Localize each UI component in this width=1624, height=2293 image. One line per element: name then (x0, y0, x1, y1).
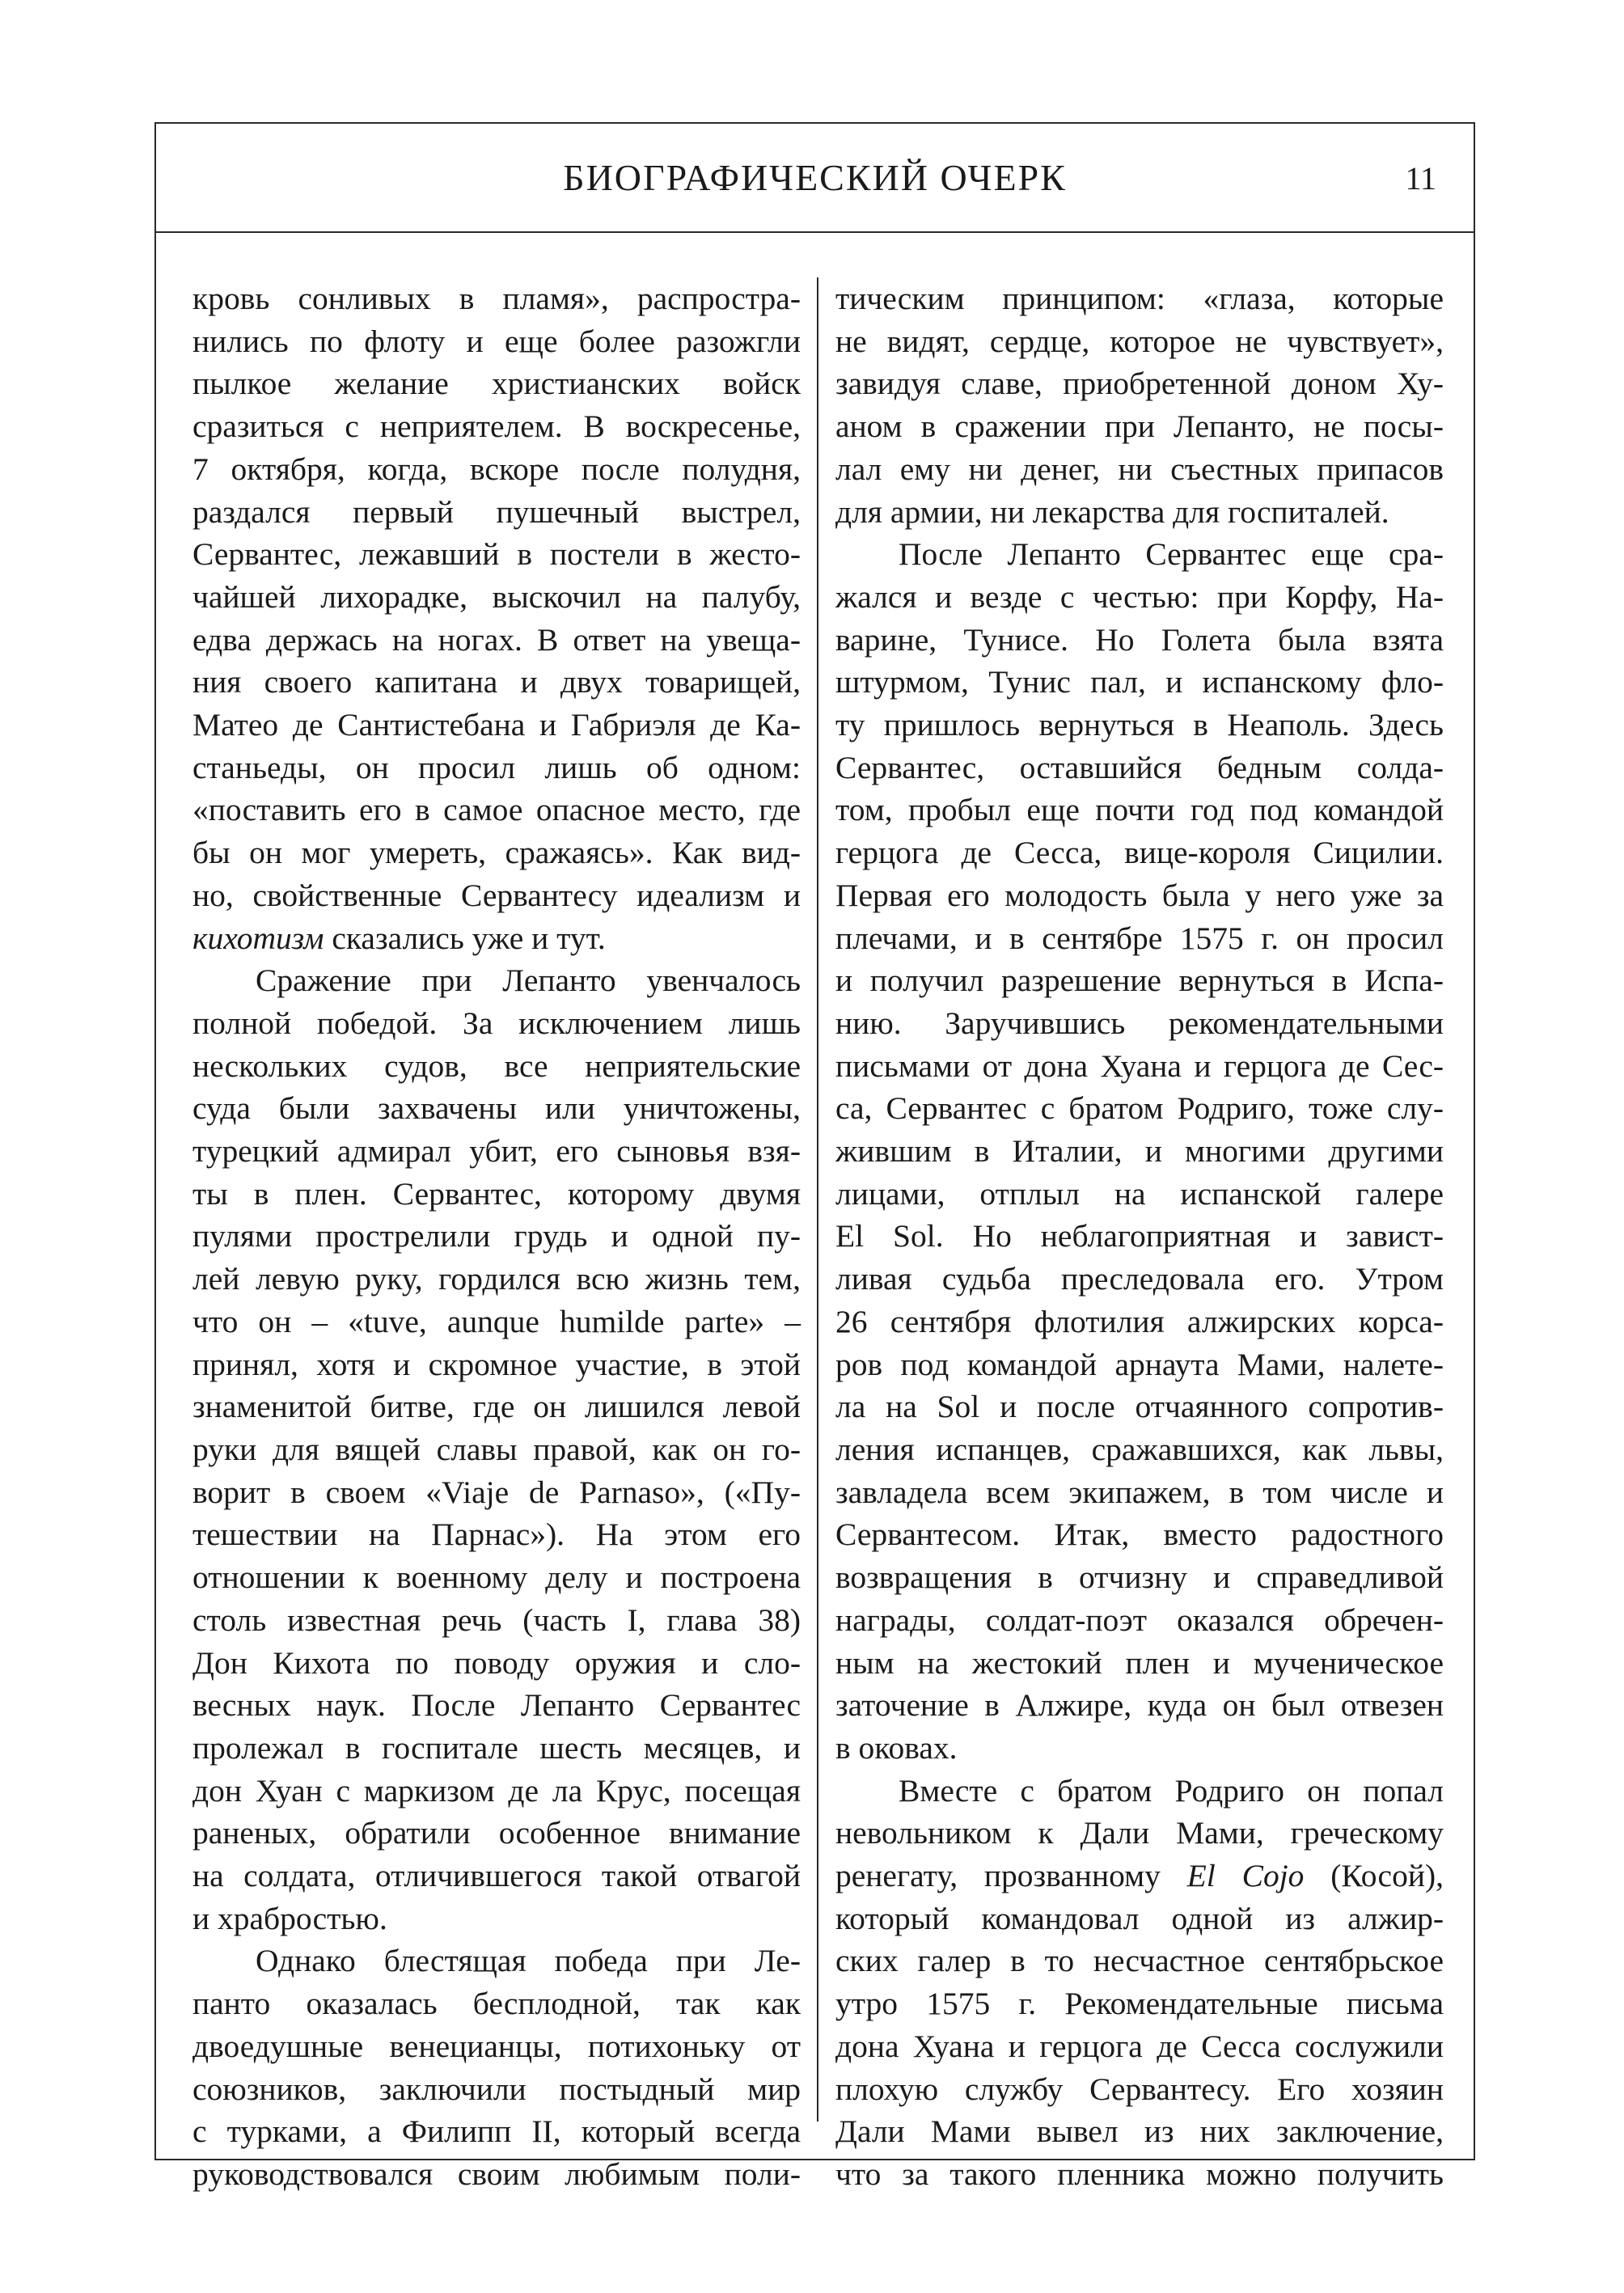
text-line: союзников, заключили постыдный мир (192, 2071, 801, 2107)
text-line: столь известная речь (часть I, глава 38) (192, 1601, 801, 1638)
text-line: После Лепанто Сервантес еще сра- (899, 536, 1444, 573)
text-line: завидуя славе, приобретенной доном Ху- (835, 366, 1444, 402)
text-line: кровь сонливых в пламя», распростра- (192, 281, 801, 316)
text-line: са, Сервантес с братом Родриго, тоже слу- (835, 1090, 1444, 1127)
text-line: аном в сражении при Лепанто, не посы- (835, 408, 1444, 445)
text-line: Дали Мами вывел из них заключение, (835, 2113, 1444, 2150)
text-line: бы он мог умереть, сражаясь». Как вид- (192, 835, 801, 871)
left-column (192, 277, 801, 2196)
text-line: станьеды, он просил лишь об одном: (192, 749, 801, 785)
running-head: БИОГРАФИЧЕСКИЙ ОЧЕРК (563, 157, 1067, 198)
text-line: лей левую руку, гордился всю жизнь тем, (192, 1261, 801, 1297)
text-line: знаменитой битве, где он лишился левой (192, 1389, 801, 1425)
text-line: в оковах. (835, 1729, 958, 1766)
text-line: и получил разрешение вернуться в Испа- (835, 962, 1444, 999)
text-line: не видят, сердце, которое не чувствует», (835, 323, 1444, 359)
text-line: панто оказалась бесплодной, так как (192, 1986, 801, 2022)
text-line: для армии, ни лекарства для госпиталей. (835, 493, 1389, 530)
text-line: награды, солдат-поэт оказался обречен- (835, 1601, 1444, 1638)
text-line: на солдата, отличившегося такой отвагой (192, 1858, 801, 1894)
text-line: возвращения в отчизну и справедливой (835, 1559, 1444, 1596)
text-line: полной победой. За исключением лишь (192, 1005, 801, 1041)
text-line: турецкий адмирал убит, его сыновья взя- (192, 1133, 801, 1170)
text-line: нескольких судов, все неприятельские (192, 1047, 801, 1084)
text-line: жившим в Италии, и многими другими (835, 1133, 1444, 1170)
text-line: плечами, и в сентябре 1575 г. он просил (835, 920, 1444, 956)
left-paragraph (192, 1940, 801, 2195)
left-paragraph (192, 277, 801, 959)
text-line: раздался первый пушечный выстрел, (192, 493, 801, 530)
text-line: нию. Заручившись рекомендательными (835, 1005, 1444, 1041)
text-line: Сражение при Лепанто увенчалось (256, 962, 801, 999)
text-line: том, пробыл еще почти год под командой (835, 792, 1444, 828)
text-line: суда были захвачены или уничтожены, (192, 1090, 801, 1127)
text-line: и храбростью. (192, 1900, 387, 1936)
text-line: Вместе с братом Родриго он попал (899, 1772, 1444, 1809)
text-line: чайшей лихорадке, выскочил на палубу, (192, 578, 801, 615)
text-line: Дон Кихота по поводу оружия и сло- (192, 1644, 801, 1681)
text-line: пролежал в госпитале шесть месяцев, и (192, 1729, 801, 1766)
text-line: ным на жестокий плен и мученическое (835, 1644, 1444, 1681)
text-line: что он – «tuve, aunque humilde parte» – (192, 1303, 801, 1339)
page-frame (154, 122, 1475, 2192)
text-line: тическим принципом: «глаза, которые (835, 281, 1444, 316)
text-line: что за такого пленника можно получить (835, 2156, 1444, 2192)
text-line: штурмом, Тунис пал, и испанскому фло- (835, 664, 1444, 700)
text-line: лицами, отплыл на испанской галере (835, 1175, 1444, 1212)
text-line: ла на Sol и после отчаянного сопротив- (835, 1389, 1444, 1425)
text-line: тешествии на Парнас»). На этом его (192, 1517, 801, 1553)
text-line: Сервантесом. Итак, вместо радостного (835, 1517, 1444, 1553)
text-line: 26 сентября флотилия алжирских корса- (835, 1303, 1444, 1339)
text-line: двоедушные венецианцы, потихоньку от (192, 2028, 801, 2064)
text-line: завладела всем экипажем, в том числе и (835, 1474, 1444, 1510)
right-paragraph (835, 1770, 1444, 2196)
text-line: который командовал одной из алжир- (835, 1900, 1444, 1936)
text-line: ты в плен. Сервантес, которому двумя (192, 1175, 801, 1212)
text-line: раненых, обратили особенное внимание (192, 1815, 801, 1851)
page-number: 11 (1405, 160, 1436, 197)
text-line: нились по флоту и еще более разожгли (192, 323, 801, 359)
text-line: утро 1575 г. Рекомендательные письма (835, 1986, 1444, 2022)
left-paragraph (192, 959, 801, 1940)
text-line: кихотизм сказались уже и тут. (192, 920, 606, 956)
text-line: ния своего капитана и двух товарищей, (192, 664, 801, 700)
column-divider (817, 277, 818, 2122)
text-line: El Sol. Но неблагоприятная и завист- (835, 1218, 1444, 1254)
text-line: дон Хуан с маркизом де ла Крус, посещая (192, 1772, 801, 1809)
text-line: ливая судьба преследовала его. Утром (835, 1261, 1444, 1297)
text-line: жался и везде с честью: при Корфу, На- (835, 578, 1444, 615)
text-line: руководствовался своим любимым поли- (192, 2156, 801, 2192)
text-line: но, свойственные Сервантесу идеализм и (192, 877, 801, 913)
text-line: лал ему ни денег, ни съестных припасов (835, 451, 1444, 487)
text-line: принял, хотя и скромное участие, в этой (192, 1346, 801, 1382)
text-line: ворит в своем «Viaje de Parnaso», («Пу- (192, 1474, 801, 1510)
text-line: пылкое желание христианских войск (192, 366, 801, 402)
text-line: ту пришлось вернуться в Неаполь. Здесь (835, 707, 1444, 743)
text-line: Сервантес, оставшийся бедным солда- (835, 749, 1444, 785)
text-line: варине, Тунисе. Но Голета была взята (835, 621, 1444, 658)
text-line: ления испанцев, сражавшихся, как львы, (835, 1431, 1444, 1467)
right-paragraph (835, 533, 1444, 1769)
text-line: Матео де Сантистебана и Габриэля де Ка- (192, 707, 801, 743)
text-line: сразиться с неприятелем. В воскресенье, (192, 408, 801, 445)
text-line: дона Хуана и герцога де Сесса сослужили (835, 2028, 1444, 2064)
text-line: с турками, а Филипп II, который всегда (192, 2113, 801, 2150)
right-column (835, 277, 1444, 2196)
text-line: пулями прострелили грудь и одной пу- (192, 1218, 801, 1254)
text-line: ров под командой арнаута Мами, налете- (835, 1346, 1444, 1382)
text-line: 7 октября, когда, вскоре после полудня, (192, 451, 801, 487)
text-line: «поставить его в самое опасное место, где (192, 792, 801, 828)
page-header (156, 124, 1474, 233)
text-line: Однако блестящая победа при Ле- (256, 1943, 801, 1979)
text-line: Сервантес, лежавший в постели в жесто- (192, 536, 801, 573)
text-line: весных наук. После Лепанто Сервантес (192, 1687, 801, 1724)
right-paragraph (835, 277, 1444, 533)
text-line: едва держась на ногах. В ответ на увеща- (192, 621, 801, 658)
text-line: невольником к Дали Мами, греческому (835, 1815, 1444, 1851)
text-line: ренегату, прозванному El Cojo (Косой), (835, 1858, 1444, 1894)
text-line: ских галер в то несчастное сентябрьское (835, 1943, 1444, 1979)
text-line: руки для вящей славы правой, как он го- (192, 1431, 801, 1467)
text-line: заточение в Алжире, куда он был отвезен (835, 1687, 1444, 1724)
text-line: письмами от дона Хуана и герцога де Сес- (835, 1047, 1444, 1084)
text-line: плохую службу Сервантесу. Его хозяин (835, 2071, 1444, 2107)
text-line: Первая его молодость была у него уже за (835, 877, 1444, 913)
text-line: герцога де Сесса, вице-короля Сицилии. (835, 835, 1444, 871)
text-line: отношении к военному делу и построена (192, 1559, 801, 1596)
